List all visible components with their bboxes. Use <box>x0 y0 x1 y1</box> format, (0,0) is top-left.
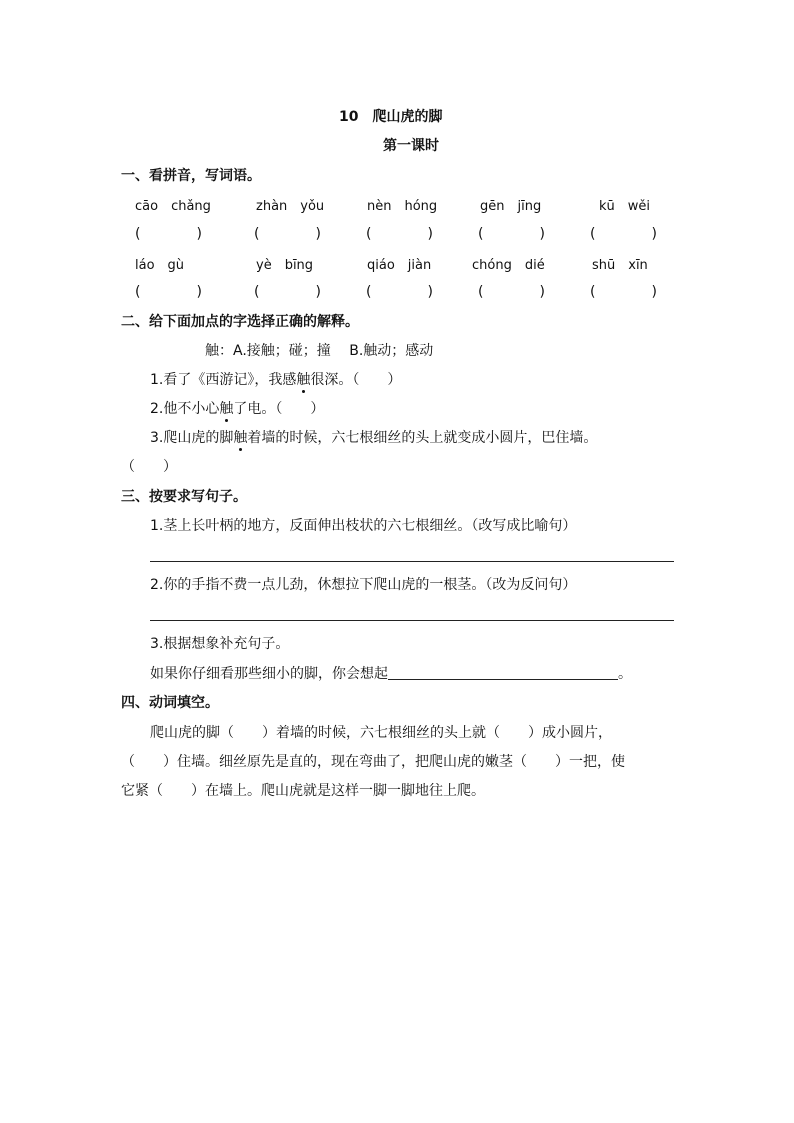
pinyin-3: nèn hóng <box>367 199 438 214</box>
answer-paren: ( ) <box>590 284 657 300</box>
answer-paren: ( ) <box>254 284 321 300</box>
q-text: 如果你仔细看那些细小的脚，你会想起 <box>150 666 388 682</box>
q-text: 1.看了《西游记》，我感 <box>150 372 297 388</box>
question-2-1 <box>150 369 401 389</box>
pinyin-7: yè bīng <box>256 258 314 273</box>
q-text: 。 <box>618 666 632 682</box>
pinyin-5: kū wěi <box>599 199 651 214</box>
answer-paren: ( ) <box>590 226 657 242</box>
q-text: 着墙的时候，六七根细丝的头上就变成小圆片，巴住墙。 <box>247 430 598 446</box>
answer-paren: ( ) <box>135 226 202 242</box>
pinyin-1: cāo chǎng <box>135 199 211 214</box>
q-text: 了电。（ ） <box>233 401 325 417</box>
question-2-2 <box>150 398 324 418</box>
question-3-3: 3.根据想象补充句子。 <box>150 636 290 652</box>
pinyin-6: láo gù <box>135 258 185 273</box>
section-1-heading: 一、看拼音，写词语。 <box>121 168 261 184</box>
pinyin-9: chóng dié <box>472 258 545 273</box>
passage-line-2: （ ）住墙。细丝原先是直的，现在弯曲了，把爬山虎的嫩茎（ ）一把，使 <box>121 754 625 770</box>
section-2-heading: 二、给下面加点的字选择正确的解释。 <box>121 314 359 330</box>
question-3-3-fill <box>150 663 632 683</box>
passage-line-3: 它紧（ ）在墙上。爬山虎就是这样一脚一脚地往上爬。 <box>121 783 485 799</box>
answer-line <box>150 620 674 621</box>
answer-paren: ( ) <box>478 226 545 242</box>
pinyin-2: zhàn yǒu <box>256 199 325 214</box>
q-text: 2.他不小心 <box>150 401 220 417</box>
dotted-char: 触 <box>219 401 234 417</box>
q-text: 很深。（ ） <box>310 372 402 388</box>
question-2-3-answer: （ ） <box>121 459 177 475</box>
answer-paren: ( ) <box>254 226 321 242</box>
dotted-char: 触 <box>296 372 311 388</box>
answer-paren: ( ) <box>478 284 545 300</box>
question-2-3 <box>150 427 597 447</box>
fill-blank-line <box>388 665 618 680</box>
passage-line-1: 爬山虎的脚（ ）着墙的时候，六七根细丝的头上就（ ）成小圆片， <box>150 725 612 741</box>
answer-line <box>150 561 674 562</box>
question-3-1: 1.茎上长叶柄的地方，反面伸出枝状的六七根细丝。（改写成比喻句） <box>150 518 577 534</box>
page-title: 10 爬山虎的脚 <box>339 109 443 125</box>
q-text: 3.爬山虎的脚 <box>150 430 234 446</box>
pinyin-8: qiáo jiàn <box>367 258 432 273</box>
definition-options: 触：A.接触；碰；撞 B.触动；感动 <box>205 343 434 359</box>
section-3-heading: 三、按要求写句子。 <box>121 489 247 505</box>
answer-paren: ( ) <box>366 226 433 242</box>
pinyin-4: gēn jīng <box>480 199 542 214</box>
section-4-heading: 四、动词填空。 <box>121 695 219 711</box>
answer-paren: ( ) <box>135 284 202 300</box>
page-subtitle: 第一课时 <box>383 138 439 154</box>
question-3-2: 2.你的手指不费一点儿劲，休想拉下爬山虎的一根茎。（改为反问句） <box>150 577 577 593</box>
answer-paren: ( ) <box>366 284 433 300</box>
dotted-char: 触 <box>233 430 248 446</box>
pinyin-10: shū xīn <box>592 258 648 273</box>
